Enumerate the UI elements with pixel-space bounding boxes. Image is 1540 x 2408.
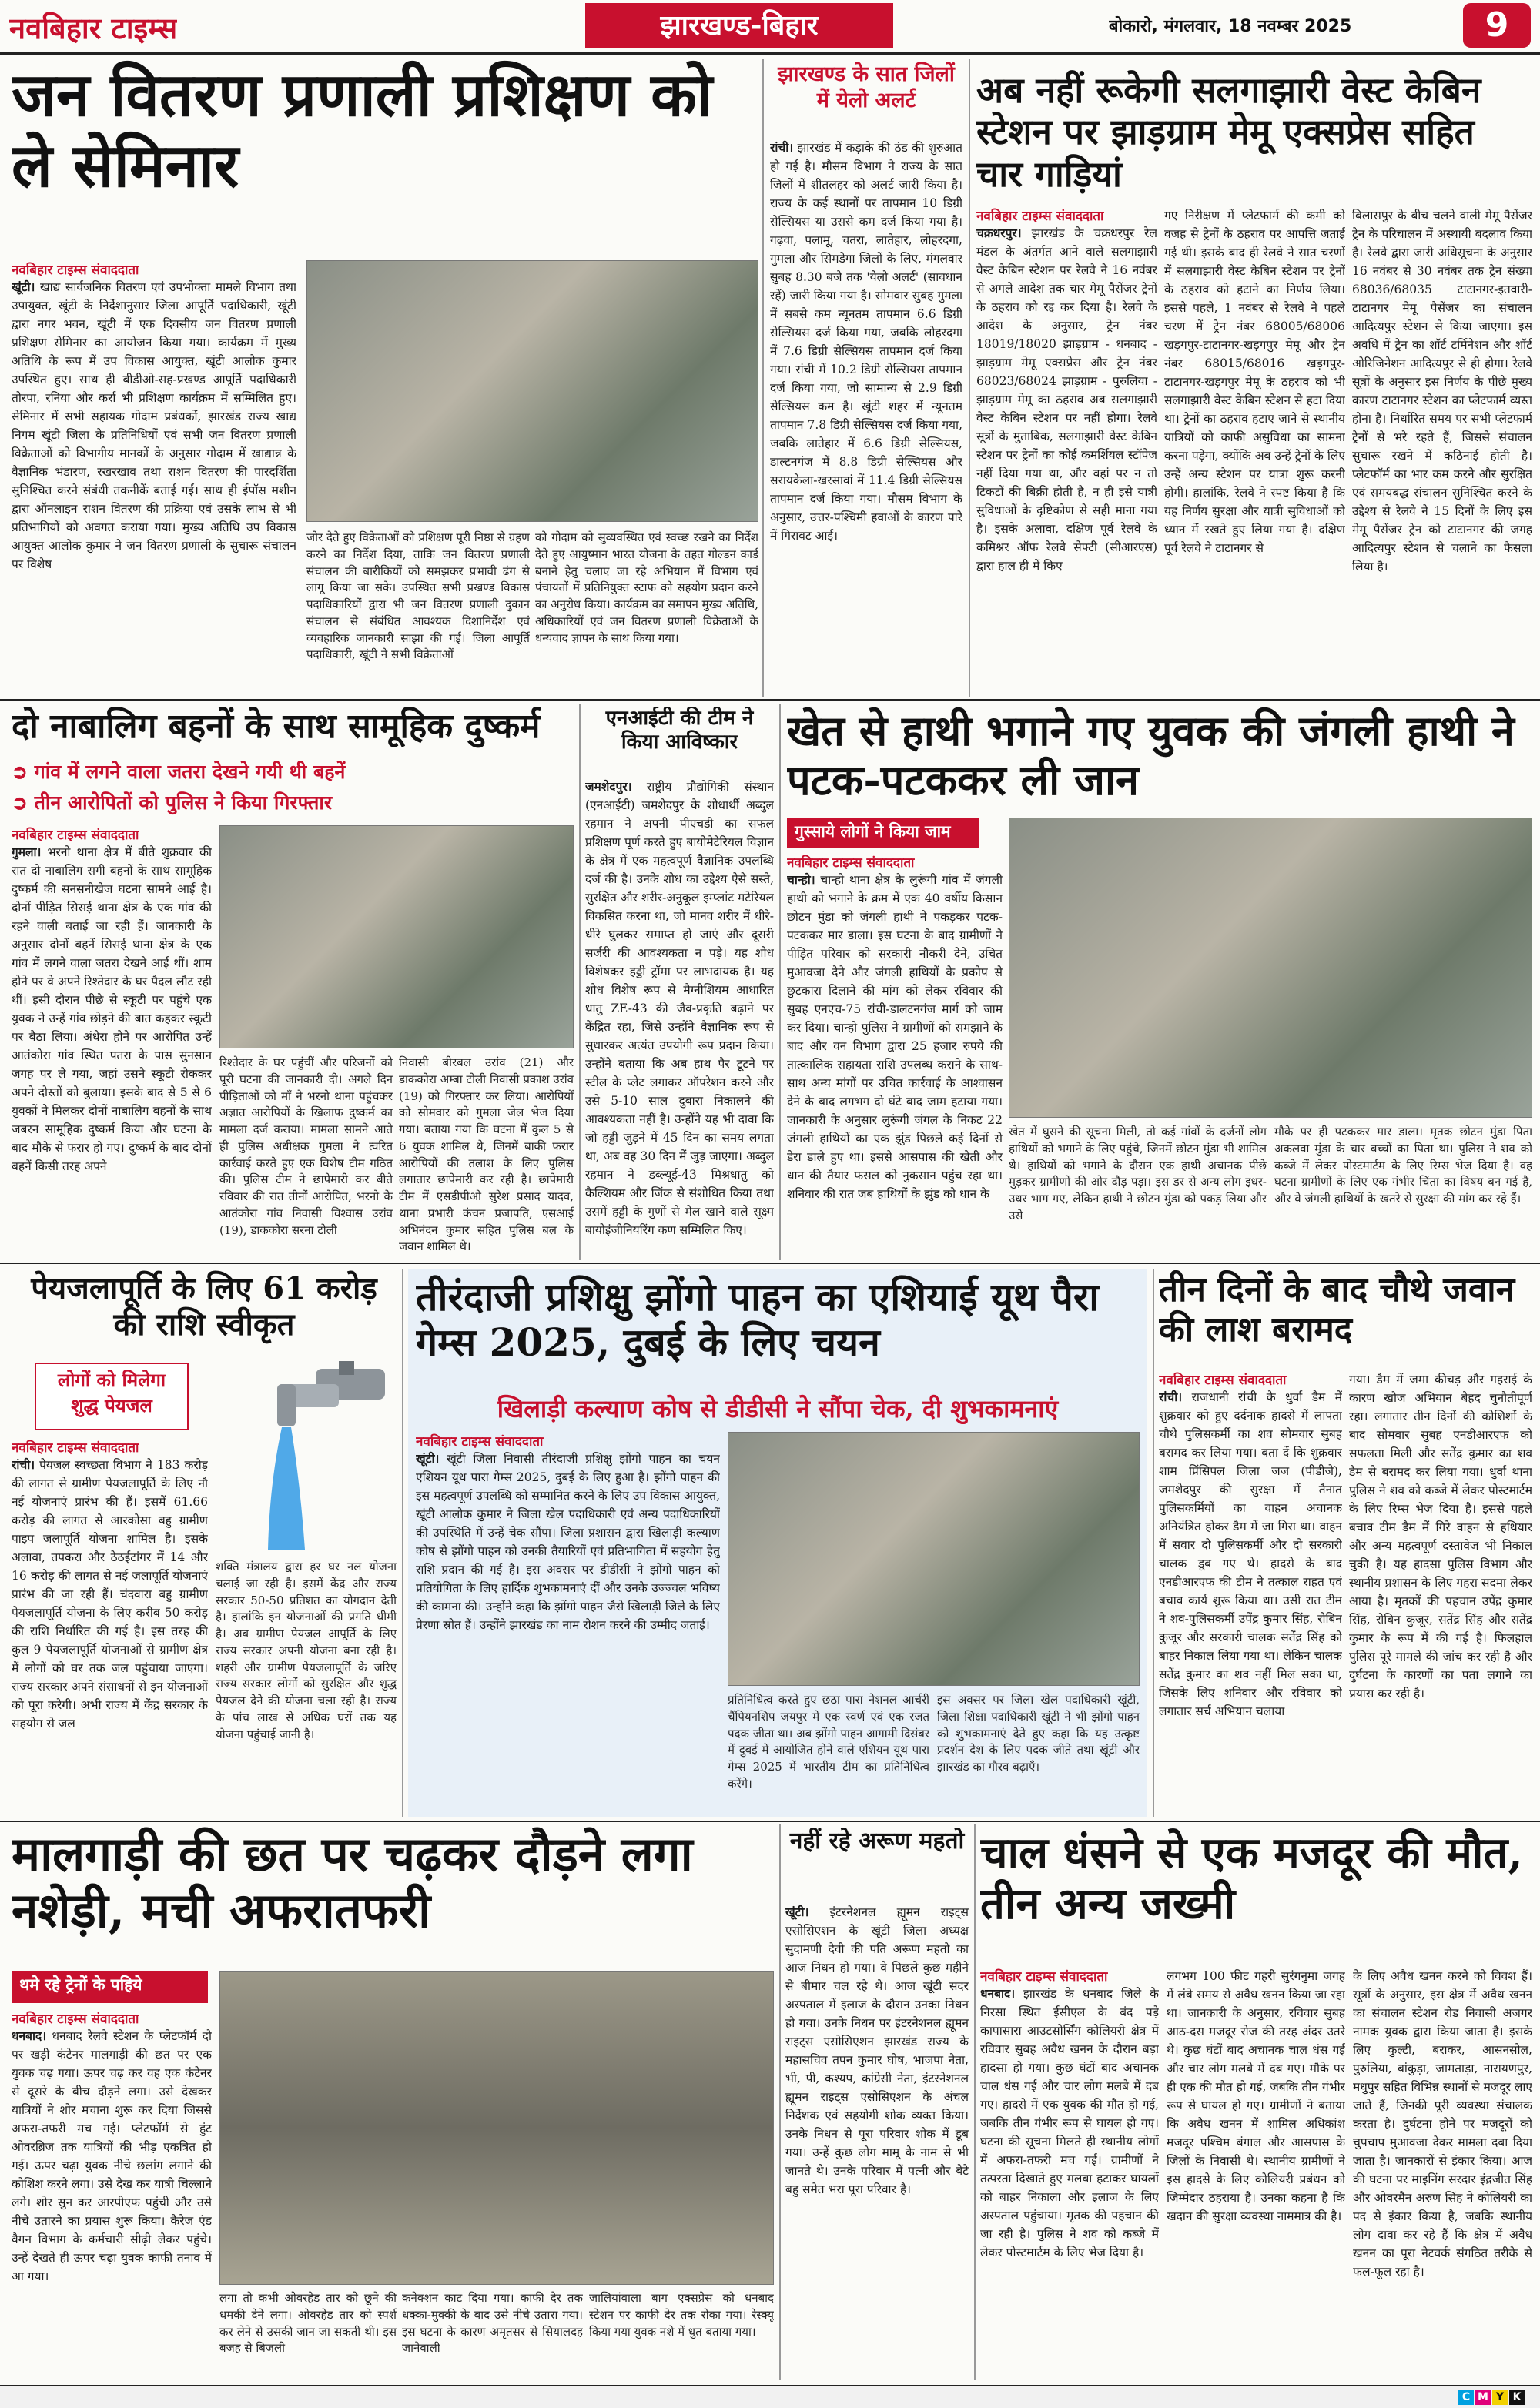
date-line: बोकारो, मंगलवार, 18 नवम्बर 2025 <box>1109 17 1352 36</box>
story4-caption-1: रिश्तेदार के घर पहुंचीं और परिजनों को पूरी घटना की जानकारी दी। अगले दिन पीड़िताओं को माँ ने भरनो थाना पहुंचकर अज्ञात आरोपियों के खिलाफ दुष्कर्म का मामला दर्ज कराया। मामला सामने आते ही पुलिस अधीक्षक गुमला ने त्वरित कार्रवाई करते हुए एक विशेष टीम गठित की। पुलिस टीम ने छापेमारी कर बीते रविवार की रात तीनों आरोपित, भरनो के आतंकोरा गांव निवासी विश्वास उरांव (19), डाककोरा सरना टोली <box>219 1055 393 1237</box>
story4-photo <box>219 825 574 1048</box>
story4-headline: दो नाबालिग बहनों के साथ सामूहिक दुष्कर्म <box>12 707 541 746</box>
story3-column-3: बिलासपुर के बीच चलने वाली मेमू पैसेंजर ट्रेन के परिचालन में अस्थायी बदलाव किया है। रेलवे द्वारा जारी अधिसूचना के अनुसार 16 नवंबर से 30 नवंबर तक ट्रेन संख्या 68036/68035 टाटानगर-इतवारी-टाटानगर मेमू पैसेंजर का संचालन आदित्यपुर स्टेशन से किया जाएगा। इस अवधि में ट्रेन का शॉर्ट टर्मिनेशन और शॉर्ट ओरिजिनेशन आदित्यपुर से ही होगा। रेलवे सूत्रों के अनुसार इस निर्णय के पीछे मुख्य कारण टाटानगर स्टेशन का प्लेटफार्म व्यस्त होना है। निर्धारित समय पर सभी प्लेटफार्म ट्रेनों से भरे रहते हैं, जिससे संचालन सुचारू रखने में कठिनाई होती है। प्लेटफॉर्म का भार कम करने और सुरक्षित एवं समयबद्ध संचालन सुनिश्चित करने के उद्देश्य से रेलवे ने 15 दिनों के लिए इस मेमू पैसेंजर ट्रेन को टाटानगर की जगह आदित्यपुर स्टेशन से चलाने का फैसला लिया है। <box>1352 209 1532 574</box>
story12-column-1 <box>980 1967 1159 2380</box>
story11-column <box>785 1903 969 2380</box>
story2-headline: झारखण्ड के सात जिलों में येलो अलर्ट <box>778 62 955 112</box>
story8-dateline: खूंटी। <box>416 1451 440 1466</box>
story9-body: राजधानी रांची के धुर्वा डैम में शुक्रवार को हुए दर्दनाक हादसे में लापता चौथे पुलिसकर्मी का शव सोमवार सुबह बरामद कर लिया गया। बता दें कि शुक्रवार शाम प्रिंसिपल जिला जज (पीडीजे), जमशेदपुर की सुरक्षा में तैनात पुलिसकर्मियों का वाहन अचानक अनियंत्रित होकर डैम में जा गिरा था। वाहन में सवार दो पुलिसकर्मी और दो सरकारी चालक डूब गए थे। हादसे के बाद एनडीआरएफ की टीम ने तत्काल राहत एवं बचाव कार्य शुरू किया था। उसी रात टीम ने शव-पुलिसकर्मी उपेंद्र कुमार सिंह, रोबिन कुजूर और सरकारी चालक सतेंद्र सिंह को बाहर निकाल लिया गया था। लेकिन चालक सतेंद्र कुमार का शव नहीं मिल सका था, जिसके लिए शनिवार और रविवार को लगातार सर्च अभियान चलाया <box>1159 1390 1342 1719</box>
story10-photo <box>219 1971 774 2285</box>
column-divider <box>1153 1269 1154 1817</box>
header-rule <box>0 52 1540 55</box>
story2-body: झारखंड में कड़ाके की ठंड की शुरुआत हो गई है। मौसम विभाग ने राज्य के सात जिलों में शीतलहर को अलर्ट जारी किया है। राज्य के कई स्थानों पर तापमान 10 डिग्री सेल्सियस या उससे कम दर्ज किया गया है। गढ़वा, पलामू, चतरा, लातेहार, लोहरदगा, गुमला और सिमडेगा जिलों के लिए, मंगलवार सुबह 8.30 बजे तक 'येलो अलर्ट' (सावधान रहें) जारी किया गया है। सोमवार सुबह गुमला में सबसे कम न्यूनतम तापमान 6.6 डिग्री सेल्सियस दर्ज किया गया, जबकि लोहरदगा में 7.6 डिग्री सेल्सियस तापमान दर्ज किया गया। रांची में 10.2 डिग्री सेल्सियस तापमान दर्ज किया गया, जो सामान्य से 2.9 डिग्री सेल्सियस कम है। खूंटी शहर में न्यूनतम तापमान 7.8 डिग्री सेल्सियस दर्ज किया गया, जबकि लातेहार में 6.6 डिग्री सेल्सियस, डाल्टनगंज में 8.8 डिग्री सेल्सियस और सरायकेला-खरसावां में 11.4 डिग्री सेल्सियस तापमान दर्ज किया गया। मौसम विभाग के अनुसार, उत्तर-पश्चिमी हवाओं के कारण पारे में गिरावट आई। <box>770 141 962 543</box>
story7-caption: शक्ति मंत्रालय द्वारा हर घर नल योजना चलाई जा रही है। इसमें केंद्र और राज्य सरकार 50-50 प्रतिशत का योगदान देती है। हालांकि इन योजनाओं की प्रगति धीमी है। अब ग्रामीण पेयजल आपूर्ति के लिए राज्य सरकार अपनी योजना बना रही है। शहरी और ग्रामीण पेयजलापूर्ति के जरिए राज्य सरकार लोगों को सुरक्षित और शुद्ध पेयजल देने की योजना चला रही है। राज्य के पांच लाख से अधिक घरों तक यह योजना पहुंचाई जानी है। <box>216 1560 397 1741</box>
row-rule <box>0 1263 1540 1264</box>
page-number: 9 <box>1463 3 1531 48</box>
footer-bar <box>0 2385 1540 2408</box>
story4-sub2 <box>12 789 574 820</box>
story7-body: पेयजल स्वच्छता विभाग ने 183 करोड़ की लागत से ग्रामीण पेयजलापूर्ति के लिए नौ नई योजनाएं प्रारंभ की हैं। इसमें 61.66 करोड़ की लागत से आरकोसा बहु ग्रामीण पाइप जलापूर्ति योजना शामिल है। इसके अलावा, तपकरा और ठेठईटांगर में 14 और 16 करोड़ की लागत से नई जलापूर्ति योजनाएं प्रारंभ की जा रही हैं। चंदवारा बहु ग्रामीण पेयजलापूर्ति योजना के लिए करीब 50 करोड़ की राशि निर्धारित की गई है। इस तरह की कुल 9 पेयजलापूर्ति योजनाओं से ग्रामीण क्षेत्र में लोगों को घर तक जल पहुंचाया जाएगा। राज्य सरकार अपने संसाधनों से इन योजनाओं को पूरा करेगी। अभी राज्य में केंद्र सरकार के सहयोग से जल <box>12 1458 208 1731</box>
story3-column-1 <box>976 206 1157 691</box>
arrow-icon: ➲ <box>12 791 35 814</box>
story9-headline: तीन दिनों के बाद चौथे जवान की लाश बरामद <box>1159 1270 1515 1349</box>
story7-label: लोगों को मिलेगा शुद्ध पेयजल <box>35 1363 189 1430</box>
column-divider <box>762 59 764 697</box>
column-divider <box>974 1824 976 2380</box>
story8-bureau: नवबिहार टाइम्स संवाददाता <box>416 1434 544 1450</box>
story7-bureau: नवबिहार टाइम्स संवाददाता <box>12 1440 139 1456</box>
story12-column-3: के लिए अवैध खनन करने को विवश हैं। सूत्रों के अनुसार, इस क्षेत्र में अवैध खनन का संचालन स्टेशन रोड निवासी अजगर नामक युवक द्वारा किया जाता है। इसके लिए कुल्टी, बराकर, आसनसोल, पुरुलिया, बांकुड़ा, जामताड़ा, नारायणपुर, मधुपुर सहित विभिन्न स्थानों से मजदूर लाए जाते हैं, जिनकी पूरी व्यवस्था संचालक करता है। दुर्घटना होने पर मजदूरों को चुपचाप मुआवजा देकर मामला दबा दिया जाता है। जानकारों से इंकार किया। आज की घटना पर माइनिंग सरदार इंद्रजीत सिंह और ओवरमैन अरुण सिंह ने कोलियरी का पद से इंकार किया है, जबकि स्थानीय लोग दावा कर रहे हैं कि क्षेत्र में अवैध खनन का पूरा नेटवर्क संगठित तरीके से फल-फूल रहा है। <box>1353 1969 1532 2279</box>
story3-dateline: चक्रधरपुर। <box>976 226 1022 240</box>
story8-caption-1: प्रतिनिधित्व करते हुए छठा पारा नेशनल आर्चरी चैंपियनशिप जयपुर में एक स्वर्ण एवं एक रजत पदक जीता था। अब झोंगो पाहन आगामी दिसंबर में दुबई में आयोजित होने वाले एशियन यूथ पारा गेम्स 2025 में भारतीय टीम का प्रतिनिधित्व करेंगे। <box>728 1693 929 1791</box>
story9-dateline: रांची। <box>1159 1390 1183 1404</box>
story9-column-1 <box>1159 1370 1342 1813</box>
story10-label: थमे रहे ट्रेनों के पहिये <box>12 1971 208 2003</box>
story1-bureau: नवबिहार टाइम्स संवाददाता <box>12 263 139 278</box>
story4-bureau: नवबिहार टाइम्स संवाददाता <box>12 828 139 843</box>
story10-caption-2: कनेक्शन काट दिया गया। काफी देर तक धक्का-मुक्की के बाद उसे नीचे उतारा गया। इस घटना के कारण अमृतसर से सियालदह जानेवाली <box>402 2291 583 2356</box>
story5-column <box>585 778 774 1256</box>
story5-body: राष्ट्रीय प्रौद्योगिकी संस्थान (एनआईटी) जमशेदपुर के शोधार्थी अब्दुल रहमान ने अपनी पीएचडी का सफल प्रशिक्षण पूर्ण करते हुए बायोमेटेरियल विज्ञान के क्षेत्र में एक महत्वपूर्ण वैज्ञानिक उपलब्धि दर्ज की है। उनके शोध का उद्देश्य ऐसे सस्ते, सुरक्षित और शरीर-अनुकूल इम्प्लांट मटेरियल विकसित करना था, जो मानव शरीर में धीरे-धीरे घुलकर समाप्त हो जाएं और दूसरी सर्जरी की आवश्यकता न पड़े। यह शोध विशेषकर हड्डी ट्रॉमा पर लाभदायक है। यह शोध विशेष रूप से मैग्नीशियम आधारित धातु ZE-43 की जैव-प्रकृति बढ़ाने पर केंद्रित रहा, जिसे उन्होंने वैज्ञानिक रूप से सुधारकर अत्यंत उपयोगी रूप प्रदान किया। उन्होंने बताया कि अब हाथ पैर टूटने पर स्टील के प्लेट लगाकर ऑपरेशन करने और उसे 5-10 साल दुबारा निकालने की आवश्यकता नहीं है। उन्होंने यह भी दावा कि जो हड्डी जुड़ने में 45 दिन का समय लगता था, अब वह 30 दिन में जुड़ जाएगा। अब्दुल रहमान ने डब्ल्यूई-43 मिश्रधातु को कैल्शियम और जिंक से संशोधित किया तथा उसमें हड्डी के गुणों से मेल खाने वाले सूक्ष्म बायोइंजीनियरिंग कण सम्मिलित किए। <box>585 780 774 1238</box>
story8-column <box>416 1432 720 1809</box>
cmyk-registration <box>1457 2390 1525 2405</box>
story11-dateline: खूंटी। <box>785 1905 809 1919</box>
story10-dateline: धनबाद। <box>12 2028 47 2043</box>
cmyk-y: Y <box>1492 2390 1508 2405</box>
story6-bureau: नवबिहार टाइम्स संवाददाता <box>787 855 915 871</box>
cmyk-c: C <box>1458 2390 1474 2405</box>
story6-column <box>787 853 1003 1256</box>
story6-dateline: चान्हो। <box>787 872 815 887</box>
story6-photo <box>1009 818 1532 1118</box>
story2-column <box>770 139 962 693</box>
story12-body: झारखंड के धनबाद जिले के निरसा स्थित ईसीएल के बंद पड़े कापासारा आउटसोर्सिंग कोलियरी क्षेत्र में रविवार सुबह अवैध खनन के दौरान बड़ा हादसा हो गया। कुछ घंटों बाद अचानक चाल धंस गई और चार लोग मलबे में दब गए। हादसे में एक युवक की मौत हो गई, जबकि तीन गंभीर रूप से घायल हो गए। घटना की सूचना मिलते ही स्थानीय लोगों में अफरा-तफरी मच गई। ग्रामीणों ने तत्परता दिखाते हुए मलबा हटाकर घायलों को बाहर निकाला और इलाज के लिए अस्पताल पहुंचाया। मृतक की पहचान की जा रही है। पुलिस ने शव को कब्जे में लेकर पोस्टमार्टम के लिए भेज दिया है। <box>980 1987 1159 2260</box>
row-rule <box>0 1821 1540 1822</box>
story6-caption-1: खेत में घुसने की सूचना मिली, तो कई गांवों के दर्जनों लोग हाथियों को भगाने के लिए पहुंचे, जिनमें छोटन मुंडा भी शामिल थे। हाथियों को भगाने के दौरान एक हाथी अचानक पीछे मुड़कर ग्रामीणों की ओर दौड़ पड़ा। इस डर से अन्य लोग इधर-उधर भाग गए, लेकिन हाथी ने छोटन मुंडा को पकड़ लिया और उसे <box>1009 1125 1267 1222</box>
water-tap-icon <box>223 1361 393 1553</box>
cmyk-k: K <box>1509 2390 1525 2405</box>
story9-bureau: नवबिहार टाइम्स संवाददाता <box>1159 1373 1287 1388</box>
story11-headline: नहीं रहे अरूण महतो <box>789 1828 965 1854</box>
story12-headline: चाल धंसने से एक मजदूर की मौत, तीन अन्य जख्मी <box>980 1828 1523 1930</box>
water-tap-illustration <box>223 1361 393 1553</box>
masthead: नवबिहार टाइम्स <box>9 11 178 45</box>
story1-body: खाद्य सार्वजनिक वितरण एवं उपभोक्ता मामले विभाग तथा उपायुक्त, खूंटी के निर्देशानुसार जिला आपूर्ति पदाधिकारी, खूंटी द्वारा नगर भवन, खूंटी में एक दिवसीय जन वितरण प्रणाली प्रशिक्षण सेमिनार का आयोजन किया गया। कार्यक्रम में मुख्य अतिथि के रूप में उप विकास आयुक्त, खूंटी आलोक कुमार उपस्थित हुए। साथ ही बीडीओ-सह-प्रखण्ड आपूर्ति पदाधिकारी तोरपा, रनिया और कर्रा भी प्रशिक्षण कार्यक्रम में सम्मिलित हुए। सेमिनार में सभी सहायक गोदाम प्रबंधकों, झारखंड राज्य खाद्य निगम खूंटी जिला के प्रतिनिधियों एवं सभी जन वितरण प्रणाली विक्रेताओं को विभागीय मानकों के अनुसार गोदाम में खाद्यान्न के वैज्ञानिक भंडारण, रखरखाव तथा राशन वितरण की पारदर्शिता सुनिश्चित करने संबंधी तकनीकें बताई गईं। साथ ही ईपॉस मशीन द्वारा ऑनलाइन राशन वितरण की प्रक्रिया एवं उसके लाभ से भी प्रतिभागियों को अवगत कराया गया। मुख्य अतिथि उप विकास आयुक्त आलोक कुमार ने जन वितरण प्रणाली के सुचारू संचालन पर विशेष <box>12 280 296 572</box>
story8-body: खूंटी जिला निवासी तीरंदाजी प्रशिक्षु झोंगो पाहन का चयन एशियन यूथ पारा गेम्स 2025, दुबई के लिए हुआ है। झोंगो पाहन की इस महत्वपूर्ण उपलब्धि को सम्मानित करने के लिए उप विकास आयुक्त, खूंटी आलोक कुमार ने जिला खेल पदाधिकारी एवं अन्य पदाधिकारियों की उपस्थिति में उन्हें चेक सौंपा। जिला प्रशासन द्वारा खिलाड़ी कल्याण कोष से झोंगो पाहन को उनकी तैयारियों एवं प्रतिभागिता में सहयोग हेतु राशि प्रदान की गई है। इस अवसर पर डीडीसी ने झोंगो पाहन को प्रतियोगिता के लिए हार्दिक शुभकामनाएं दीं और उनके उज्ज्वल भविष्य की कामना की। उन्होंने कहा कि झोंगो पाहन जैसे खिलाड़ी जिले के लिए प्रेरणा स्रोत हैं। उन्होंने झारखंड का नाम रोशन करने की उम्मीद जताई। <box>416 1452 720 1633</box>
column-divider <box>779 704 781 1260</box>
story7-column <box>12 1438 208 1815</box>
section-title: झारखण्ड-बिहार <box>585 3 893 48</box>
story4-body: भरनो थाना क्षेत्र में बीते शुक्रवार की रात दो नाबालिग सगी बहनों के साथ सामूहिक दुष्कर्म की सनसनीखेज घटना सामने आई है। दोनों पीड़ित सिसई थाना क्षेत्र के एक गांव की रहने वाली बताई जा रही हैं। जानकारी के अनुसार दोनों बहनें सिसई थाना क्षेत्र के एक गांव में लगने वाला जतरा देखने आई थीं। शाम होने पर वे अपने रिश्तेदार के घर पैदल लौट रही थीं। इसी दौरान पीछे से स्कूटी पर पहुंचे एक युवक ने उन्हें गांव छोड़ने की बात कहकर स्कूटी पर बैठा लिया। अंधेरा होने पर आरोपित उन्हें आतंकोरा गांव स्थित पतरा के पास सुनसान जगह पर ले गया, जहां उसने स्कूटी रोककर अपने दोस्तों को बुलाया। इसके बाद से 5 से 6 युवकों ने मिलकर दोनों नाबालिग बहनों के साथ जबरन सामूहिक दुष्कर्म किया और घटना के बाद मौके से फरार हो गए। दुष्कर्म के बाद दोनों बहनें किसी तरह अपने <box>12 845 212 1174</box>
column-divider <box>402 1269 403 1817</box>
column-divider <box>969 59 970 697</box>
story12-dateline: धनबाद। <box>980 1986 1016 2001</box>
story4-dateline: गुमला। <box>12 844 42 859</box>
story10-headline: मालगाड़ी की छत पर चढ़कर दौड़ने लगा नशेड़ी, मची अफरातफरी <box>12 1826 693 1939</box>
story5-headline: एनआईटी की टीम ने किया आविष्कार <box>605 707 754 754</box>
story5-dateline: जमशेदपुर। <box>585 779 632 794</box>
story4-sub1-text: गांव में लगने वाला जतरा देखने गयी थी बहनें <box>34 761 346 783</box>
story10-bureau: नवबिहार टाइम्स संवाददाता <box>12 2012 139 2027</box>
story6-label: गुस्साये लोगों ने किया जाम <box>787 818 979 848</box>
story1-dateline: खूंटी। <box>12 279 35 294</box>
story4-sub2-text: तीन आरोपितों को पुलिस ने किया गिरफ्तार <box>34 791 333 814</box>
story1-caption-2: को गोदाम को सुव्यवस्थित एवं स्वच्छ रखने का निर्देश देते हुए आयुष्मान भारत योजना के तहत गोल्डन कार्ड बनाने हेतु चलाए जा रहे अभियान में विभाग एवं पंचायतों में प्रतिनियुक्त स्टाफ को सहयोग प्रदान करने का अनुरोध किया। कार्यक्रम का समापन मुख्य अतिथि, अधिकारियों एवं जन वितरण प्रणाली विक्रेताओं के धन्यवाद ज्ञापन के साथ किया गया। <box>535 530 758 645</box>
story7-dateline: रांची। <box>12 1457 35 1472</box>
story12-column-2: लगभग 100 फीट गहरी सुरंगनुमा जगह में लंबे समय से अवैध खनन किया जा रहा था। जानकारी के अनुसार, रविवार सुबह आठ-दस मजदूर रोज की तरह अंदर उतरे थे। कुछ घंटों बाद अचानक चाल धंस गई और चार लोग मलबे में दब गए। मौके पर ही एक की मौत हो गई, जबकि तीन गंभीर रूप से घायल हो गए। ग्रामीणों ने बताया कि अवैध खनन में शामिल अधिकांश मजदूर पश्चिम बंगाल और आसपास के जिलों के निवासी थे। स्थानीय ग्रामीणों ने इस हादसे के लिए कोलियरी प्रबंधन को जिम्मेदार ठहराया है। उनका कहना है कि खदान की सुरक्षा व्यवस्था नाममात्र की है। <box>1167 1969 1345 2224</box>
story10-column <box>12 2009 212 2380</box>
story6-headline: खेत से हाथी भगाने गए युवक की जंगली हाथी ने पटक-पटककर ली जान <box>787 707 1515 804</box>
story3-body: झारखंड के चक्रधरपुर रेल मंडल के अंतर्गत आने वाले सलगाझारी वेस्ट केबिन स्टेशन पर रेलवे ने 16 नवंबर से अगले आदेश तक चार मेमू पैसेंजर ट्रेनों के ठहराव को रद्द कर दिया है। रेलवे के आदेश के अनुसार, ट्रेन नंबर 18019/18020 झाड़ग्राम - धनबाद - झाड़ग्राम मेमू एक्सप्रेस और ट्रेन नंबर 68023/68024 झाड़ग्राम - पुरुलिया - झाड़ग्राम मेमू का ठहराव अब सलगाझारी वेस्ट केबिन स्टेशन पर नहीं होगा। रेलवे सूत्रों के मुताबिक, सलगाझारी वेस्ट केबिन स्टेशन पर ट्रेनों का कोई कमर्शियल स्टॉपेज नहीं दिया गया था, और वहां पर न तो टिकटों की बिक्री होती है, न ही इसे यात्री सुविधाओं के दृष्टिकोण से सही माना गया है। इसके अलावा, दक्षिण पूर्व रेलवे के कमिश्नर ऑफ रेलवे सेफ्टी (सीआरएस) द्वारा हाल ही में किए <box>976 226 1157 574</box>
story1-photo <box>306 260 758 522</box>
story11-body: इंटरनेशनल ह्यूमन राइट्स एसोसिएशन के खूंटी जिला अध्यक्ष सुदामणी देवी की पति अरूण महतो का आज निधन हो गया। वे पिछले कुछ महीने से बीमार चल रहे थे। आज खूंटी सदर अस्पताल में इलाज के दौरान उनका निधन हो गया। उनके निधन पर इंटरनेशनल ह्यूमन राइट्स एसोसिएशन झारखंड राज्य के महासचिव तपन कुमार घोष, भाजपा नेता, भी, पी, कश्यप, कांग्रेसी नेता, इंटरनेशनल ह्यूमन राइट्स एसोसिएशन के अंचल निर्देशक एवं सहयोगी शोक व्यक्त किया। उनके निधन से पूरा परिवार शोक में डूब गया। उन्हें कुछ लोग मामू के नाम से भी जानते थे। उनके परिवार में पत्नी और बेटे बहु समेत भरा पूरा परिवार है। <box>785 1905 969 2197</box>
arrow-icon: ➲ <box>12 761 35 783</box>
cmyk-m: M <box>1475 2390 1491 2405</box>
story10-caption-1: लगा तो कभी ओवरहेड तार को छूने की धमकी देने लगा। ओवरहेड तार को स्पर्श कर लेने से उसकी जान जा सकती थी। इस बजह से बिजली <box>219 2291 397 2356</box>
story3-column-2: गए निरीक्षण में प्लेटफार्म की कमी को वजह से ट्रेनों के ठहराव पर आपत्ति जताई गई थी। इसके बाद ही रेलवे ने सात चरणों में सलगाझारी वेस्ट केबिन स्टेशन पर ट्रेनों के ठहराव को हटाने का निर्णय लिया। इससे पहले, 1 नवंबर से रेलवे ने पहले चरण में ट्रेन नंबर 68005/68006 खड़गपुर-टाटानगर-खड़गपुर मेमू और ट्रेन नंबर 68015/68016 खड़गपुर-टाटानगर-खड़गपुर मेमू के ठहराव को भी सलगाझारी वेस्ट केबिन स्टेशन से हटा दिया था। ट्रेनों का ठहराव हटाए जाने से स्थानीय यात्रियों को काफी असुविधा का सामना करना पड़ेगा, क्योंकि अब उन्हें ट्रेनों के लिए उन्हें अन्य स्टेशन पर यात्रा शुरू करनी होगी। हालांकि, रेलवे ने स्पष्ट किया है कि यह निर्णय सुरक्षा और यात्री सुविधाओं को ध्यान में रखते हुए लिया गया है। दक्षिण पूर्व रेलवे ने टाटानगर से <box>1164 209 1345 556</box>
story8-subhead: खिलाड़ी कल्याण कोष से डीडीसी ने सौंपा चेक, दी शुभकामनाएं <box>497 1394 1059 1423</box>
story3-headline: अब नहीं रूकेगी सलगाझारी वेस्ट केबिन स्टेशन पर झाड़ग्राम मेमू एक्सप्रेस सहित चार गाड़ियां <box>976 69 1481 195</box>
story4-caption-2: निवासी बीरबल उरांव (21) और डाककोरा अम्बा टोली निवासी प्रकाश उरांव (19) को गिरफ्तार कर लिया। आरोपियों को सोमवार को गुमला जेल भेज दिया गया। बताया गया कि घटना में कुल 5 से 6 युवक शामिल थे, जिनमें बाकी फरार आरोपियों की तलाश के लिए पुलिस लगातार छापेमारी कर रही है। छापेमारी टीम में एसडीपीओ सुरेश प्रसाद यादव, थाना प्रभारी कंचन प्रजापति, एसआई अभिनंदन कुमार सहित पुलिस बल के जवान शामिल थे। <box>399 1055 574 1254</box>
story1-caption: जोर देते हुए विक्रेताओं को प्रशिक्षण पूरी निष्ठा से ग्रहण करने का निर्देश दिया, ताकि जन वितरण प्रणाली संचालन की बारीकियों को समझकर प्रभावी ढंग से लागू किया जा सके। उपस्थित सभी प्रखण्ड विकास पदाधिकारियों द्वारा भी जन वितरण प्रणाली दुकान संचालन से संबंधित आवश्यक दिशानिर्देश एवं व्यवहारिक जानकारी साझा की गई। जिला आपूर्ति पदाधिकारी, खूंटी ने सभी विक्रेताओं <box>306 530 530 662</box>
story12-bureau: नवबिहार टाइम्स संवाददाता <box>980 1969 1108 1985</box>
story8-headline: तीरंदाजी प्रशिक्षु झोंगो पाहन का एशियाई यूथ पैरा गेम्स 2025, दुबई के लिए चयन <box>416 1274 1100 1365</box>
story3-bureau: नवबिहार टाइम्स संवाददाता <box>976 209 1104 224</box>
story7-headline: पेयजलापूर्ति के लिए 61 करोड़ की राशि स्वीकृत <box>31 1270 377 1343</box>
story8-photo <box>728 1432 1140 1686</box>
story10-caption-3: जालियांवाला बाग एक्सप्रेस को धनबाद स्टेशन पर काफी देर तक रोका गया। रेस्क्यू किया गया युवक नशे में धुत बताया गया। <box>589 2291 774 2339</box>
column-divider <box>779 1824 781 2380</box>
story6-body: चान्हो थाना क्षेत्र के लुरूंगी गांव में जंगली हाथी को भगाने के क्रम में एक 40 वर्षीय किसान छोटन मुंडा को जंगली हाथी ने पकड़कर पटक-पटककर मार डाला। इस घटना के बाद ग्रामीणों ने पीड़ित परिवार को सरकारी नौकरी देने, उचित मुआवजा देने और जंगली हाथियों के प्रकोप से छुटकारा दिलाने की मांग को लेकर रविवार की सुबह एनएच-75 रांची-डालटनगंज मार्ग को जाम कर दिया। चान्हो पुलिस ने ग्रामीणों को समझाने के बाद और वन विभाग द्वारा 25 हजार रुपये की तात्कालिक सहायता राशि उपलब्ध कराने के साथ-साथ अन्य मांगों पर उचित कार्रवाई के आश्वासन देने के बाद लगभग दो घंटे बाद जाम हटाया गया। जानकारी के अनुसार लुरूंगी जंगल के निकट 22 जंगली हाथियों का एक झुंड पिछले कई दिनों से डेरा डाले हुए था। इससे आसपास की खेती और धान की तैयार फसल को नुकसान पहुंच रहा था। शनिवार की रात जब हाथियों के झुंड को धान के <box>787 873 1003 1202</box>
row-rule <box>0 699 1540 701</box>
story4-sub1 <box>12 758 574 789</box>
story1-column <box>12 260 296 691</box>
column-divider <box>579 704 581 1260</box>
story1-headline: जन वितरण प्रणाली प्रशिक्षण को ले सेमिनार <box>12 60 713 202</box>
story4-column <box>12 825 212 1256</box>
story2-dateline: रांची। <box>770 140 794 155</box>
story10-body: धनबाद रेलवे स्टेशन के प्लेटफॉर्म दो पर खड़ी कंटेनर मालगाड़ी की छत पर एक युवक चढ़ गया। ऊपर चढ़ कर वह एक कंटेनर से दूसरे के बीच दौड़ने लगा। उसे देखकर यात्रियों ने शोर मचाना शुरू कर दिया जिससे अफरा-तफरी मच गई। प्लेटफॉर्म से हुंट ओवरब्रिज तक यात्रियों की भीड़ एकत्रित हो गई। ऊपर चढ़ा युवक नीचे छलांग लगाने की कोशिश करने लगा। उसे देख कर यात्री चिल्लाने लगे। शोर सुन कर आरपीएफ पहुंची और उसे नीचे उतारने का प्रयास शुरू किया। कैरेज एंड वैगन विभाग के कर्मचारी सीढ़ी लेकर पहुंचे। उन्हें देखते ही ऊपर चढ़ा युवक काफी तनाव में आ गया। <box>12 2029 212 2284</box>
story9-column-2: गया। डैम में जमा कीचड़ और गहराई के कारण खोज अभियान बेहद चुनौतीपूर्ण रहा। लगातार तीन दिनों की कोशिशों के बाद सोमवार सुबह एनडीआरएफ को सफलता मिली और सतेंद्र कुमार का शव डैम से बरामद कर लिया गया। धुर्वा थाना पुलिस ने शव को कब्जे में लेकर पोस्टमार्टम के लिए रिम्स भेज दिया है। इससे पहले बचाव टीम डैम में गिरे वाहन से हथियार और अन्य महत्वपूर्ण दस्तावेज भी निकाल चुकी है। यह हादसा पुलिस विभाग और स्थानीय प्रशासन के लिए गहरा सदमा लेकर आया है। मृतकों की पहचान उपेंद्र कुमार सिंह, रोबिन कुजूर, सतेंद्र सिंह और सतेंद्र कुमार के रूप में की गई है। फिलहाल पुलिस पूरे मामले की जांच कर रही है और दुर्घटना के कारणों का पता लगाने का प्रयास कर रही है। <box>1349 1373 1532 1701</box>
story6-caption-2: मौके पर ही पटककर मार डाला। मृतक छोटन मुंडा पिता अकलवा मुंडा के चार बच्चों का पिता था। पुलिस ने शव को कब्जे में लेकर पोस्टमार्टम के लिए रिम्स भेज दिया है। वह घटना ग्रामीणों के लिए एक गंभीर चिंता का विषय बन गई है, और वे जंगली हाथियों के खतरे से सुरक्षा की मांग कर रहे हैं। <box>1274 1125 1532 1206</box>
story8-caption-2: इस अवसर पर जिला खेल पदाधिकारी खूंटी, जिला शिक्षा पदाधिकारी खूंटी ने भी झोंगो पाहन को शुभकामनाएं देते हुए कहा कि यह उत्कृष्ट प्रदर्शन देश के लिए पदक जीते तथा खूंटी और झारखंड का गौरव बढ़ाएँ। <box>937 1693 1140 1774</box>
